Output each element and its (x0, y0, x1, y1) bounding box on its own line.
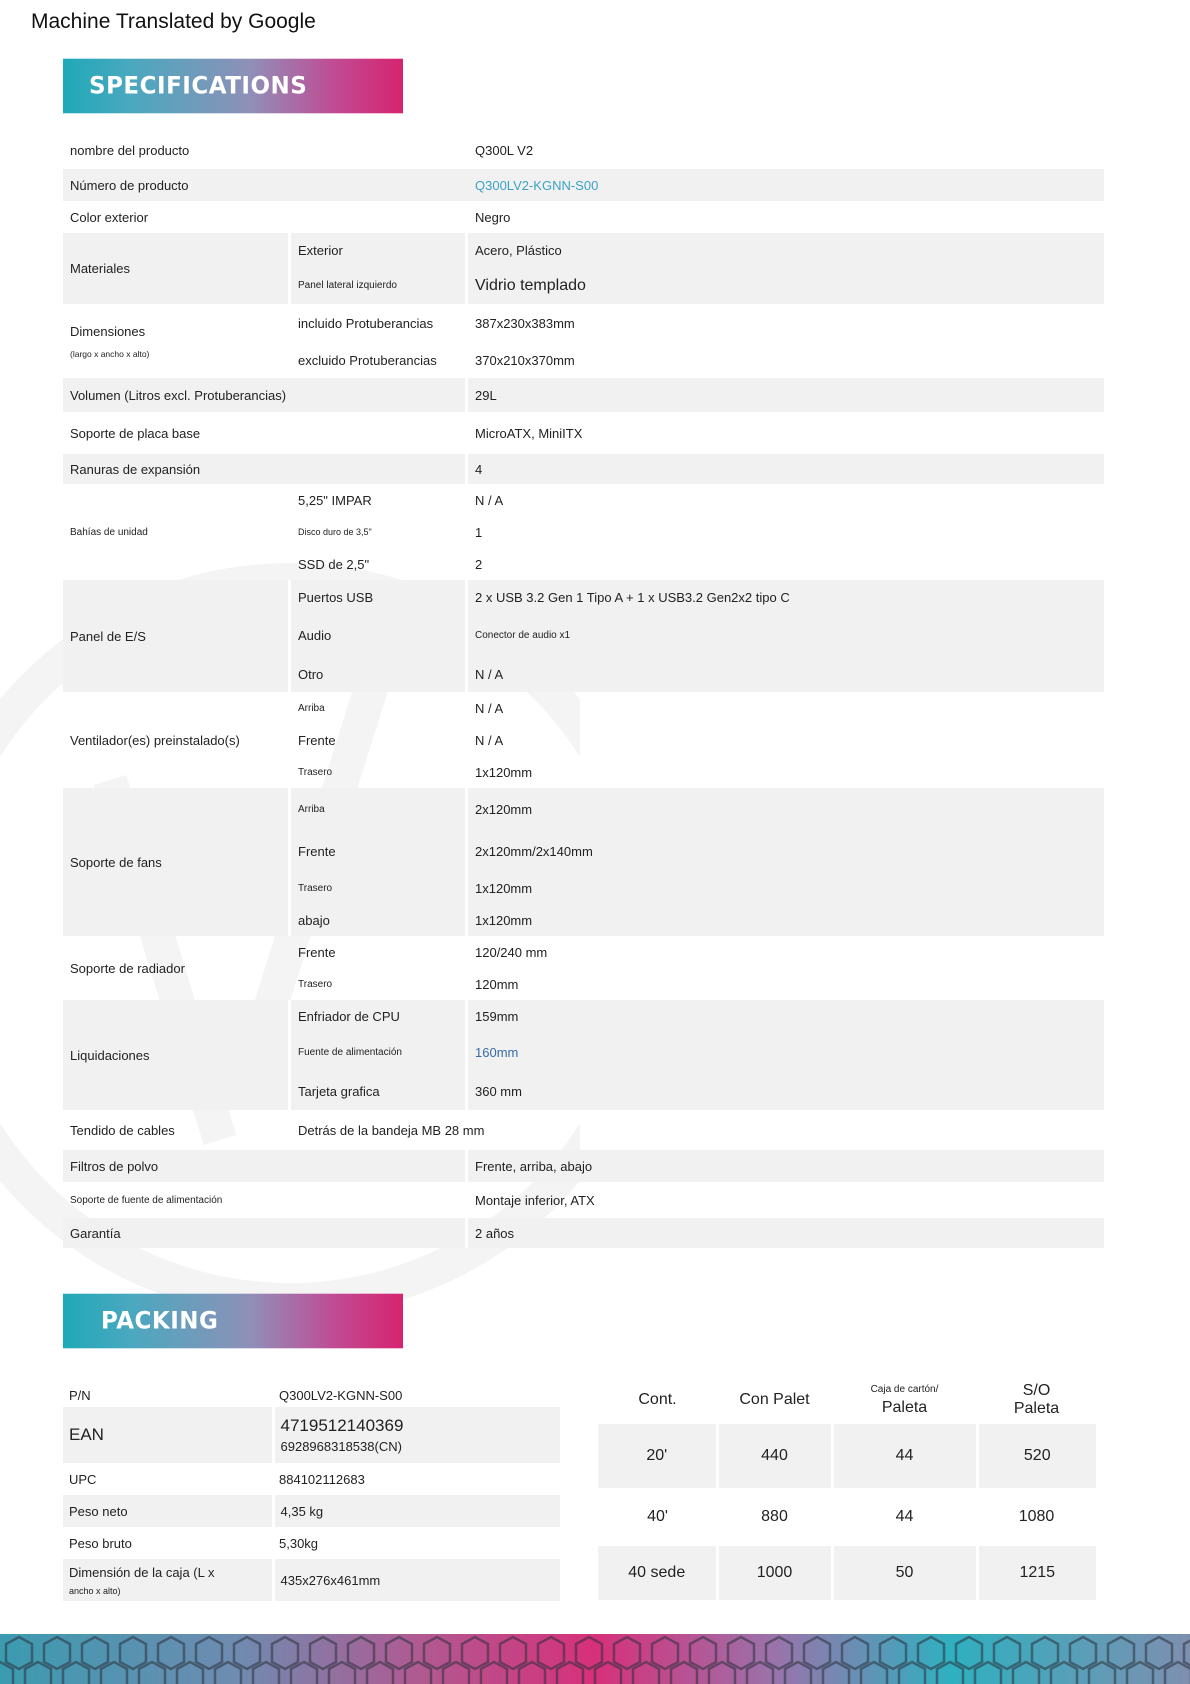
spec-label: Ranuras de expansión (63, 454, 468, 484)
spec-sublabel: Trasero (298, 766, 333, 778)
spec-sublabel: Fuente de alimentación (291, 1032, 468, 1072)
spec-label: Soporte de fans (63, 788, 291, 936)
packing-title: PACKING INFORMATION (101, 1307, 290, 1390)
cont-cell: 20' (598, 1424, 717, 1488)
pack-label: P/N (69, 1387, 91, 1403)
hexagon-pattern (0, 1634, 1190, 1684)
spec-value: 120mm (475, 976, 519, 992)
spec-sublabel: 5,25" IMPAR (298, 492, 372, 508)
table-row (63, 1463, 560, 1495)
spec-value: N / A (475, 700, 504, 716)
spec-value: 360 mm (468, 1072, 1104, 1110)
spec-value: N / A (475, 732, 504, 748)
spec-label: Ventilador(es) preinstalado(s) (70, 732, 240, 748)
spec-sublabel: abajo (291, 904, 468, 936)
spec-value: Frente, arriba, abajo (468, 1150, 1104, 1182)
with-pallet-cell: 1000 (717, 1546, 832, 1600)
pack-value: 435x276x461mm (273, 1559, 560, 1601)
ean-cell (273, 1407, 560, 1463)
col-header-carton (832, 1376, 977, 1424)
spec-label-note: (largo x ancho x alto) (70, 348, 150, 359)
spec-value: N / A (475, 492, 504, 508)
spec-sublabel: Arriba (291, 788, 468, 830)
with-pallet-cell: 440 (717, 1424, 832, 1488)
spec-sublabel: Frente (291, 830, 468, 872)
pack-label: Dimensión de la caja (L x (69, 1564, 215, 1580)
spec-value: N / A (468, 656, 1104, 692)
spec-label: Color exterior (70, 209, 149, 225)
table-row (63, 692, 1104, 724)
table-row (63, 1110, 1104, 1150)
spec-value: Montaje inferior, ATX (475, 1192, 595, 1208)
col-header-with-pallet: Con Palet (739, 1391, 810, 1408)
spec-value: Detrás de la bandeja MB 28 mm (298, 1122, 485, 1138)
pack-label: Peso neto (63, 1495, 273, 1527)
spec-value: 387x230x383mm (475, 315, 575, 331)
col-header-carton-small: Caja de cartón/ (870, 1383, 939, 1395)
table-row (63, 131, 1104, 169)
spec-value: MicroATX, MiniITX (475, 425, 583, 441)
spec-label: Panel de E/S (63, 580, 291, 692)
spec-label: Volumen (Litros excl. Protuberancias) (63, 378, 468, 412)
spec-sublabel: incluido Protuberancias (298, 315, 434, 331)
spec-sublabel: Frente (298, 944, 336, 960)
container-table (598, 1376, 1096, 1600)
spec-value: 2 años (468, 1218, 1104, 1248)
table-row (63, 1559, 560, 1601)
spec-value: 2 x USB 3.2 Gen 1 Tipo A + 1 x USB3.2 Gen2x2 tipo C (468, 580, 1104, 614)
product-number-link[interactable]: Q300LV2-KGNN-S00 (468, 169, 1104, 201)
spec-value: 29L (468, 378, 1104, 412)
spec-label: Dimensiones (70, 323, 146, 339)
spec-label: nombre del producto (70, 142, 190, 158)
col-header-so-small: S/O (1022, 1382, 1051, 1399)
table-row (63, 1000, 1104, 1032)
pack-value: 4,35 kg (273, 1495, 560, 1527)
spec-value: 1x120mm (468, 872, 1104, 904)
spec-sublabel: Trasero (298, 978, 333, 990)
spec-label: Tendido de cables (70, 1122, 175, 1138)
spec-label: Soporte de radiador (70, 960, 185, 976)
spec-sublabel: excluido Protuberancias (298, 352, 437, 368)
spec-sublabel: SSD de 2,5" (298, 556, 370, 572)
spec-sublabel: Enfriador de CPU (291, 1000, 468, 1032)
dimensions-label-cell (63, 304, 291, 378)
spec-value: Q300L V2 (475, 142, 534, 158)
spec-value: 120/240 mm (475, 944, 548, 960)
table-row (63, 378, 1104, 412)
machine-translated-header: Machine Translated by Google (31, 10, 316, 33)
spec-sublabel: Frente (298, 732, 336, 748)
pack-label: EAN (63, 1407, 273, 1463)
carton-cell: 50 (832, 1546, 977, 1600)
spec-value: 159mm (468, 1000, 1104, 1032)
carton-cell: 44 (895, 1508, 914, 1525)
spec-value: 1 (475, 524, 483, 540)
specifications-banner (63, 59, 403, 114)
spec-sublabel: Panel lateral izquierdo (291, 267, 468, 304)
so-cell: 1080 (1018, 1508, 1055, 1525)
spec-sublabel: Disco duro de 3,5" (298, 527, 372, 537)
cont-cell: 40' (647, 1508, 668, 1525)
table-row (63, 412, 1104, 454)
box-dim-label-cell (63, 1559, 273, 1601)
spec-value: 2 (475, 556, 483, 572)
table-row (63, 1218, 1104, 1248)
table-row (63, 1495, 560, 1527)
spec-value: Conector de audio x1 (468, 614, 1104, 656)
so-cell: 1215 (977, 1546, 1096, 1600)
spec-sublabel: Exterior (291, 233, 468, 267)
with-pallet-cell: 880 (761, 1508, 788, 1525)
table-row (63, 169, 1104, 201)
spec-label: Soporte de fuente de alimentación (70, 1194, 223, 1206)
table-row (63, 580, 1104, 614)
footer-pattern-band (0, 1634, 1190, 1684)
table-row (63, 1150, 1104, 1182)
spec-value: 4 (468, 454, 1104, 484)
pack-label: Peso bruto (69, 1535, 132, 1551)
specifications-table (63, 131, 1104, 1248)
table-row (63, 484, 1104, 516)
pack-value: 5,30kg (279, 1535, 319, 1551)
spec-label: Garantía (63, 1218, 468, 1248)
table-row (63, 304, 1104, 342)
spec-value: 1x120mm (475, 764, 533, 780)
packing-table (63, 1383, 560, 1601)
table-row (63, 936, 1104, 968)
spec-value: 160mm (468, 1032, 1104, 1072)
table-row (598, 1488, 1096, 1546)
spec-value: 370x210x370mm (475, 352, 575, 368)
spec-sublabel: Audio (291, 614, 468, 656)
pack-label: UPC (69, 1471, 97, 1487)
spec-value: Acero, Plástico (468, 233, 1104, 267)
table-row (63, 788, 1104, 830)
table-row (63, 454, 1104, 484)
spec-value: Vidrio templado (468, 267, 1104, 304)
carton-cell: 44 (832, 1424, 977, 1488)
pack-value: Q300LV2-KGNN-S00 (279, 1387, 403, 1403)
spec-label: Soporte de placa base (70, 425, 201, 441)
table-header-row (598, 1376, 1096, 1424)
spec-sublabel: Trasero (291, 872, 468, 904)
specifications-title: SPECIFICATIONS (89, 72, 308, 100)
pack-label-cont: ancho x alto) (69, 1585, 121, 1596)
spec-label: Filtros de polvo (63, 1150, 468, 1182)
pack-value: 4719512140369 (280, 1416, 404, 1435)
table-row (63, 1527, 560, 1559)
col-header-so-main: Paleta (1013, 1400, 1060, 1417)
spec-label: Materiales (63, 233, 291, 304)
spec-sublabel: Arriba (298, 702, 325, 714)
spec-value: 1x120mm (468, 904, 1104, 936)
spec-sublabel: Tarjeta grafica (291, 1072, 468, 1110)
table-row (63, 201, 1104, 233)
so-cell: 520 (977, 1424, 1096, 1488)
pack-value: 884102112683 (279, 1471, 365, 1487)
cont-cell: 40 sede (598, 1546, 717, 1600)
spec-sublabel: Puertos USB (291, 580, 468, 614)
table-row (63, 1182, 1104, 1218)
col-header-cont: Cont. (638, 1391, 677, 1408)
table-row (63, 233, 1104, 267)
spec-label: Liquidaciones (63, 1000, 291, 1110)
table-row (598, 1424, 1096, 1488)
table-row (598, 1546, 1096, 1600)
spec-value: Negro (475, 209, 511, 225)
spec-label: Bahías de unidad (70, 526, 148, 538)
spec-value: 2x120mm (468, 788, 1104, 830)
pack-value-secondary: 6928968318538(CN) (280, 1439, 402, 1454)
col-header-so (977, 1376, 1096, 1424)
packing-banner (63, 1294, 403, 1390)
spec-label: Número de producto (63, 169, 468, 201)
col-header-carton-main: Paleta (881, 1398, 928, 1416)
spec-value: 2x120mm/2x140mm (468, 830, 1104, 872)
table-row (63, 1407, 560, 1463)
spec-sublabel: Otro (291, 656, 468, 692)
table-row (63, 1383, 560, 1407)
